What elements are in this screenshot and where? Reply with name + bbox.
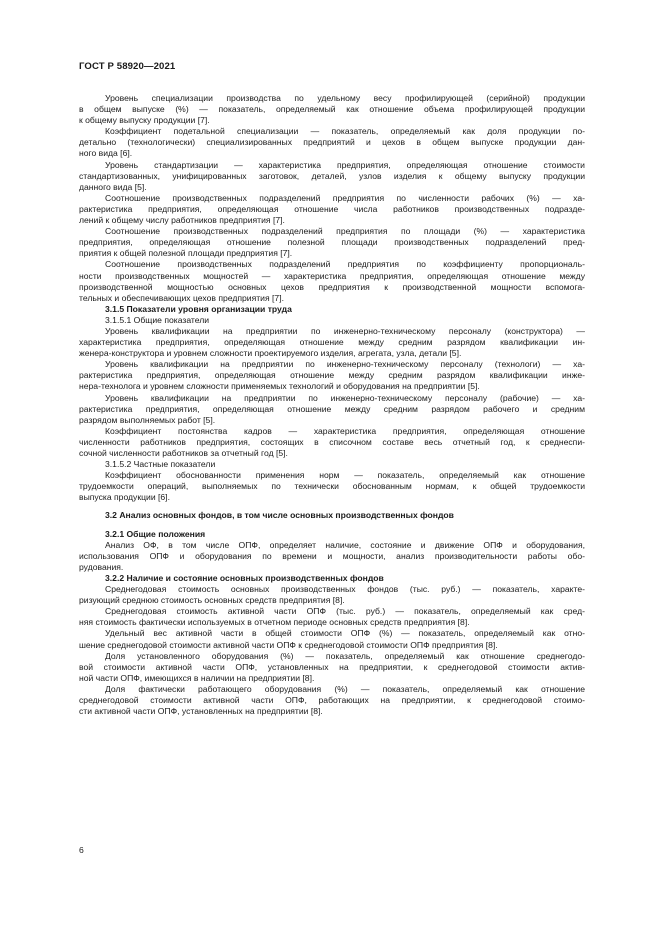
paragraph: [79, 226, 585, 259]
text-line: няя стоимость фактически используемых в отчетном периоде основных средств предприятия [8].: [79, 617, 470, 628]
section-heading: [79, 573, 585, 584]
text-line: характеристика предприятия, определяющая отношение между средним разрядом квалификации ин-: [79, 337, 585, 348]
text-line: к общему выпуску продукции [7].: [79, 115, 210, 126]
text-line: производственной мощностью основных цехов предприятия к производственной мощности вспомога-: [79, 281, 585, 292]
paragraph-spacer: [79, 503, 585, 510]
paragraph: [79, 584, 585, 606]
paragraph: [79, 606, 585, 628]
text-line: ризующий среднюю стоимость основных средств предприятия [8].: [79, 595, 345, 606]
paragraph: [79, 259, 585, 303]
text-line: 3.1.5.2 Частные показатели: [105, 459, 216, 470]
text-line: Соотношение производственных подразделений предприятия по коэффициенту пропорциональ-: [105, 259, 585, 270]
text-line: ности производственных мощностей — характеристика предприятия, определяющая отношение между: [79, 270, 585, 281]
text-line: Доля фактически работающего оборудования (%) — показатель, определяемый как отношение: [105, 683, 585, 694]
subsection-heading: [79, 315, 585, 326]
document-body: [79, 93, 585, 717]
paragraph: [79, 426, 585, 459]
text-line: Среднегодовая стоимость активной части ОПФ (тыс. руб.) — показатель, определяемый как сред-: [105, 606, 585, 617]
text-line: использования ОПФ и оборудования по времени и мощности, анализ производительности работы обо-: [79, 550, 585, 561]
text-line: 3.2 Анализ основных фондов, в том числе основных производственных фондов: [105, 510, 454, 521]
text-line: шение среднегодовой стоимости активной части ОПФ к среднегодовой стоимости ОПФ предприятия [8].: [79, 639, 498, 650]
text-line: ного вида [6].: [79, 148, 133, 159]
paragraph: [79, 470, 585, 503]
section-heading: [79, 510, 585, 521]
text-line: разрядом выполняемых работ [5].: [79, 414, 216, 425]
text-line: трудоемкости операций, выполняемых по технически обоснованным нормам, к общей трудоемкости: [79, 481, 585, 492]
text-line: детально (технологически) специализированных предприятий и цехов в общем выпуске продукции дан-: [79, 137, 585, 148]
text-line: тельных и обеспечивающих цехов предприятия [7].: [79, 292, 284, 303]
text-line: предприятия, определяющая отношение полезной площади производственных подразделений пред-: [79, 237, 585, 248]
text-line: нера-технолога и уровнем сложности применяемых технологий и оборудования на предприятии [5].: [79, 381, 480, 392]
text-line: Уровень квалификации на предприятии по инженерно-техническому персоналу (рабочие) — ха-: [105, 392, 585, 403]
text-line: стандартизованных, унифицированных заготовок, деталей, узлов изделия к общему выпуску продукции: [79, 170, 585, 181]
text-line: численности работников предприятия, состоящих в списочном составе весь отчетный год, к среднеспи-: [79, 436, 585, 447]
text-line: Соотношение производственных подразделений предприятия по численности рабочих (%) — ха-: [105, 192, 585, 203]
text-line: Среднегодовая стоимость основных производственных фондов (тыс. руб.) — показатель, характе-: [105, 584, 585, 595]
text-line: выпуска продукции [6].: [79, 492, 170, 503]
text-line: среднегодовой стоимости активной части ОПФ, работающих на предприятии, к среднегодовой стоимо-: [79, 694, 585, 705]
paragraph: [79, 628, 585, 650]
text-line: 3.1.5.1 Общие показатели: [105, 314, 210, 325]
text-line: данного вида [5].: [79, 181, 147, 192]
paragraph: [79, 393, 585, 426]
text-line: рактеристика предприятия, определяющая отношение числа работников производственных подразде-: [79, 203, 585, 214]
text-line: Коэффициент обоснованности применения норм — показатель, определяемый как отношение: [105, 470, 585, 481]
text-line: вой стоимости активной части ОПФ, установленных на предприятии, к среднегодовой стоимости актив-: [79, 661, 585, 672]
text-line: в общем выпуске (%) — показатель, определяемый как отношение объема профилирующей продукции: [79, 104, 585, 115]
section-heading: [79, 529, 585, 540]
text-line: Удельный вес активной части в общей стоимости ОПФ (%) — показатель, определяемый как отно-: [105, 628, 585, 639]
text-line: Уровень квалификации на предприятии по инженерно-техническому персоналу (технологи) — ха-: [105, 359, 585, 370]
page-number: 6: [79, 845, 84, 855]
text-line: Коэффициент постоянства кадров — характеристика предприятия, определяющая отношение: [105, 425, 585, 436]
text-line: женера-конструктора и уровнем сложности проектируемого изделия, агрегата, узла, детали [5].: [79, 348, 462, 359]
text-line: сти активной части ОПФ, установленных на предприятии [8].: [79, 706, 323, 717]
text-line: Уровень квалификации на предприятии по инженерно-техническому персоналу (конструктора) —: [105, 325, 585, 336]
paragraph: [79, 326, 585, 359]
text-line: 3.2.2 Наличие и состояние основных производственных фондов: [105, 572, 384, 583]
paragraph: [79, 651, 585, 684]
text-line: 3.2.1 Общие положения: [105, 528, 206, 539]
text-line: Коэффициент подетальной специализации — показатель, определяемый как доля продукции по-: [105, 126, 585, 137]
paragraph: [79, 193, 585, 226]
text-line: Анализ ОФ, в том числе ОПФ, определяет наличие, состояние и движение ОПФ и оборудования,: [105, 539, 585, 550]
text-line: Уровень стандартизации — характеристика предприятия, определяющая отношение стоимости: [105, 159, 585, 170]
text-line: лений к общему числу работников предприятия [7].: [79, 215, 285, 226]
paragraph: [79, 359, 585, 392]
text-line: Соотношение производственных подразделений предприятия по площади (%) — характеристика: [105, 226, 585, 237]
section-heading: [79, 304, 585, 315]
text-line: приятия к общей полезной площади предприятия [7].: [79, 248, 293, 259]
subsection-heading: [79, 459, 585, 470]
text-line: ной части ОПФ, имеющихся в наличии на предприятии [8].: [79, 672, 315, 683]
paragraph: [79, 126, 585, 159]
text-line: сочной численности работников за отчетный год [5].: [79, 448, 288, 458]
paragraph: [79, 540, 585, 573]
text-line: рактеристика предприятия, определяющая отношение между средним разрядом рабочего и средним: [79, 403, 585, 414]
text-line: рудования.: [79, 561, 124, 572]
document-header: ГОСТ Р 58920—2021: [79, 61, 176, 72]
text-line: Доля установленного оборудования (%) — показатель, определяемый как отношение среднегодо-: [105, 650, 585, 661]
text-line: рактеристика предприятия, определяющая отношение между средним разрядом квалификации инже-: [79, 370, 585, 381]
text-line: 3.1.5 Показатели уровня организации труда: [105, 303, 292, 314]
paragraph: [79, 684, 585, 717]
paragraph: [79, 93, 585, 126]
paragraph: [79, 160, 585, 193]
paragraph-spacer: [79, 522, 585, 529]
text-line: Уровень специализации производства по удельному весу профилирующей (серийной) продукции: [105, 93, 585, 103]
